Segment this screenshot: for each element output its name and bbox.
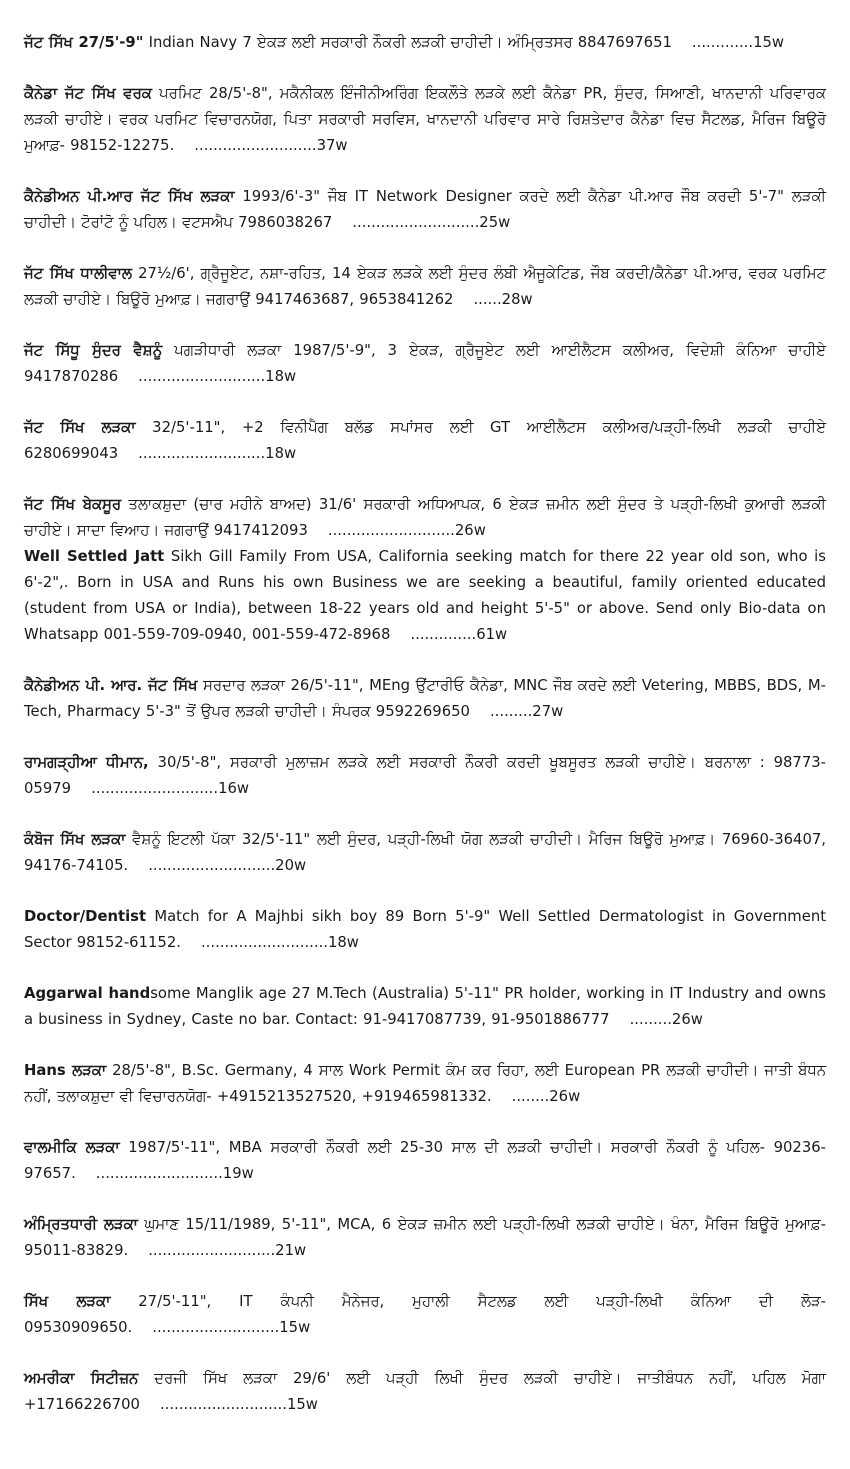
ad-2 bbox=[24, 81, 826, 159]
ad-8 bbox=[24, 544, 826, 648]
ad-lead: ਜੱਟ ਸਿੱਖ ਧਾਲੀਵਾਲ bbox=[24, 265, 132, 282]
ad-word-count: ...........................25w bbox=[352, 214, 511, 231]
ad-body: 1987/5'-11", MBA ਸਰਕਾਰੀ ਨੌਕਰੀ ਲਈ 25-30 ਸਾਲ ਦੀ ਲੜਕੀ ਚਾਹੀਦੀ। ਸਰਕਾਰੀ ਨੌਕਰੀ ਨੂੰ ਪਹਿਲ- 90236-97657. bbox=[24, 1139, 826, 1182]
ad-lead: ਅੰਮ੍ਰਿਤਧਾਰੀ ਲੜਕਾ bbox=[24, 1216, 138, 1233]
ad-lead: ਜੱਟ ਸਿੱਖ 27/5'-9" bbox=[24, 34, 144, 51]
ad-word-count: ...........................18w bbox=[138, 368, 297, 385]
ad-lead: Hans ਲੜਕਾ bbox=[24, 1062, 107, 1079]
ad-lead: ਵਾਲਮੀਕਿ ਲੜਕਾ bbox=[24, 1139, 120, 1156]
ad-lead: Doctor/Dentist bbox=[24, 908, 147, 925]
ad-5 bbox=[24, 338, 826, 390]
ad-3 bbox=[24, 184, 826, 236]
ad-6 bbox=[24, 415, 826, 467]
ad-word-count: ........26w bbox=[511, 1088, 581, 1105]
ad-word-count: ...........................21w bbox=[148, 1242, 307, 1259]
ad-15 bbox=[24, 1135, 826, 1187]
ad-word-count: ...........................15w bbox=[152, 1319, 311, 1336]
ad-lead: ਸਿੱਖ ਲੜਕਾ bbox=[24, 1293, 111, 1310]
ad-lead: ਕੈਨੇਡੀਅਨ ਪੀ.ਆਰ ਜੱਟ ਸਿੱਖ ਲੜਕਾ bbox=[24, 188, 235, 205]
ad-word-count: ...........................19w bbox=[95, 1165, 254, 1182]
ad-lead: ਜੱਟ ਸਿੱਧੂ ਸੁੰਦਰ ਵੈਸ਼ਨੂੰ bbox=[24, 342, 163, 359]
ad-body: 27½/6', ਗ੍ਰੈਜੂਏਟ, ਨਸ਼ਾ-ਰਹਿਤ, 14 ਏਕੜ ਲੜਕੇ ਲਈ ਸੁੰਦਰ ਲੰਬੀ ਐਜੂਕੇਟਿਡ, ਜੌਬ ਕਰਦੀ/ਕੈਨੇਡਾ ਪੀ.ਆਰ, ਵਰਕ ਪਰਮਿਟ ਲੜਕੀ ਚਾਹੀਏ। ਬਿਊਰੋ ਮੁਆਫ਼। ਜਗਰਾਉਂ 9417463687, 9653841262 bbox=[24, 265, 826, 308]
ad-body: 28/5'-8", B.Sc. Germany, 4 ਸਾਲ Work Permit ਕੰਮ ਕਰ ਰਿਹਾ, ਲਈ European PR ਲੜਕੀ ਚਾਹੀਦੀ। ਜਾਤੀ ਬੰਧਨ ਨਹੀਂ, ਤਲਾਕਸ਼ੁਦਾ ਵੀ ਵਿਚਾਰਨਯੋਗ- +4915213527520, +919465981332. bbox=[24, 1062, 826, 1105]
ad-lead: ਜੱਟ ਸਿੱਖ ਬੇਕਸੂਰ bbox=[24, 496, 122, 513]
ad-word-count: ...........................18w bbox=[138, 445, 297, 462]
ad-body: 1993/6'-3" ਜੌਬ IT Network Designer ਕਰਦੇ ਲਈ ਕੈਨੇਡਾ ਪੀ.ਆਰ ਜੌਬ ਕਰਦੀ 5'-7" ਲੜਕੀ ਚਾਹੀਦੀ। ਟੋਰਾਂਟੋ ਨੂੰ ਪਹਿਲ। ਵਟਸਐਪ 7986038267 bbox=[24, 188, 826, 231]
ad-lead: ਕੰਬੋਜ ਸਿੱਖ ਲੜਕਾ bbox=[24, 831, 126, 848]
ad-word-count: .........26w bbox=[629, 1011, 703, 1028]
ad-body: Sikh Gill Family From USA, California seeking match for there 22 year old son, who is 6'-2",. Born in USA and Runs his own Business we are seeking a beautiful, family oriented educated (student from USA or India), between 18-22 years old and height 5'-5" or above. Send only Bio-data on Whatsapp 001-559-709-0940, 001-559-472-8968 bbox=[24, 548, 826, 643]
ad-lead: ਕੈਨੇਡਾ ਜੱਟ ਸਿੱਖ ਵਰਕ bbox=[24, 85, 152, 102]
ad-word-count: ...........................16w bbox=[91, 780, 250, 797]
ad-body: ਸਰਦਾਰ ਲੜਕਾ 26/5'-11", MEng ਉਂਟਾਰੀਓ ਕੈਨੇਡਾ, MNC ਜੌਬ ਕਰਦੇ ਲਈ Vetering, MBBS, BDS, M-Tech, Pharmacy 5'-3" ਤੋਂ ਉਪਰ ਲੜਕੀ ਚਾਹੀਦੀ। ਸੰਪਰਕ 9592269650 bbox=[24, 677, 826, 720]
ad-18 bbox=[24, 1366, 826, 1418]
ad-lead: ਜੱਟ ਸਿੱਖ ਲੜਕਾ bbox=[24, 419, 136, 436]
ad-17 bbox=[24, 1289, 826, 1341]
ad-12 bbox=[24, 904, 826, 956]
ad-word-count: ..............61w bbox=[410, 626, 508, 643]
ad-word-count: ...........................15w bbox=[159, 1396, 318, 1413]
ad-body: Indian Navy 7 ਏਕੜ ਲਈ ਸਰਕਾਰੀ ਨੌਕਰੀ ਲੜਕੀ ਚਾਹੀਦੀ। ਅੰਮ੍ਰਿਤਸਰ 8847697651 bbox=[143, 34, 672, 51]
ad-body: some Manglik age 27 M.Tech (Australia) 5'-11" PR holder, working in IT Industry and owns a business in Sydney, Caste no bar. Contact: 91-9417087739, 91-9501886777 bbox=[24, 985, 826, 1028]
ad-body: Match for A Majhbi sikh boy 89 Born 5'-9" Well Settled Dermatologist in Government Sector 98152-61152. bbox=[24, 908, 826, 951]
ad-word-count: ...........................20w bbox=[148, 857, 307, 874]
ad-14 bbox=[24, 1058, 826, 1110]
ad-body: ਤਲਾਕਸ਼ੁਦਾ (ਚਾਰ ਮਹੀਨੇ ਬਾਅਦ) 31/6' ਸਰਕਾਰੀ ਅਧਿਆਪਕ, 6 ਏਕੜ ਜ਼ਮੀਨ ਲਈ ਸੁੰਦਰ ਤੇ ਪੜ੍ਹੀ-ਲਿਖੀ ਕੁਆਰੀ ਲੜਕੀ ਚਾਹੀਏ। ਸਾਦਾ ਵਿਆਹ। ਜਗਰਾਉਂ 9417412093 bbox=[24, 496, 826, 539]
ad-lead: ਅਮਰੀਕਾ ਸਿਟੀਜ਼ਨ bbox=[24, 1370, 139, 1387]
ad-body: 30/5'-8", ਸਰਕਾਰੀ ਮੁਲਾਜ਼ਮ ਲੜਕੇ ਲਈ ਸਰਕਾਰੀ ਨੌਕਰੀ ਕਰਦੀ ਖੂਬਸੂਰਤ ਲੜਕੀ ਚਾਹੀਏ। ਬਰਨਾਲਾ : 98773-05979 bbox=[24, 754, 826, 797]
ad-4 bbox=[24, 261, 826, 313]
ad-word-count: .............15w bbox=[691, 34, 784, 51]
ad-16 bbox=[24, 1212, 826, 1264]
ad-lead: Aggarwal hand bbox=[24, 985, 151, 1002]
ad-lead: ਕੈਨੇਡੀਅਨ ਪੀ. ਆਰ. ਜੱਟ ਸਿੱਖ bbox=[24, 677, 198, 694]
ad-word-count: ...........................26w bbox=[327, 522, 486, 539]
ad-word-count: ..........................37w bbox=[194, 137, 348, 154]
ad-body: ਪਰਮਿਟ 28/5'-8", ਮਕੈਨੀਕਲ ਇੰਜੀਨੀਅਰਿੰਗ ਇਕਲੌਤੇ ਲੜਕੇ ਲਈ ਕੈਨੇਡਾ PR, ਸੁੰਦਰ, ਸਿਆਣੀ, ਖਾਨਦਾਨੀ ਪਰਿਵਾਰਕ ਲੜਕੀ ਚਾਹੀਏ। ਵਰਕ ਪਰਮਿਟ ਵਿਚਾਰਨਯੋਗ, ਪਿਤਾ ਸਰਕਾਰੀ ਸਰਵਿਸ, ਖਾਨਦਾਨੀ ਪਰਿਵਾਰ ਸਾਰੇ ਰਿਸ਼ਤੇਦਾਰ ਕੈਨੇਡਾ ਵਿਚ ਸੈਟਲਡ, ਮੈਰਿਜ ਬਿਊਰੋ ਮੁਆਫ਼- 98152-12275. bbox=[24, 85, 826, 154]
ad-7 bbox=[24, 492, 826, 544]
ad-9 bbox=[24, 673, 826, 725]
ad-body: ਦਰਜੀ ਸਿੱਖ ਲੜਕਾ 29/6' ਲਈ ਪੜ੍ਹੀ ਲਿਖੀ ਸੁੰਦਰ ਲੜਕੀ ਚਾਹੀਏ। ਜਾਤੀਬੰਧਨ ਨਹੀਂ, ਪਹਿਲ ਮੋਗਾ +17166226700 bbox=[24, 1370, 826, 1413]
ad-body: ਪਗੜੀਧਾਰੀ ਲੜਕਾ 1987/5'-9", 3 ਏਕੜ, ਗ੍ਰੈਜੂਏਟ ਲਈ ਆਈਲੈਟਸ ਕਲੀਅਰ, ਵਿਦੇਸ਼ੀ ਕੰਨਿਆ ਚਾਹੀਏ 9417870286 bbox=[24, 342, 826, 385]
ad-word-count: ......28w bbox=[473, 291, 533, 308]
ad-13 bbox=[24, 981, 826, 1033]
ad-10 bbox=[24, 750, 826, 802]
ad-body: 32/5'-11", +2 ਵਿਨੀਪੈਗ ਬਲੱਡ ਸਪਾਂਸਰ ਲਈ GT ਆਈਲੈਟਸ ਕਲੀਅਰ/ਪੜ੍ਹੀ-ਲਿਖੀ ਲੜਕੀ ਚਾਹੀਏ 6280699043 bbox=[24, 419, 826, 462]
ad-word-count: ...........................18w bbox=[200, 934, 359, 951]
ad-word-count: .........27w bbox=[489, 703, 564, 720]
ad-lead: ਰਾਮਗੜ੍ਹੀਆ ਧੀਮਾਨ, bbox=[24, 754, 149, 771]
ad-body: ਵੈਸ਼ਨੂੰ ਇਟਲੀ ਪੱਕਾ 32/5'-11" ਲਈ ਸੁੰਦਰ, ਪੜ੍ਹੀ-ਲਿਖੀ ਯੋਗ ਲੜਕੀ ਚਾਹੀਦੀ। ਮੈਰਿਜ ਬਿਊਰੋ ਮੁਆਫ਼। 76960-36407, 94176-74105. bbox=[24, 831, 826, 874]
ad-11 bbox=[24, 827, 826, 879]
ad-1 bbox=[24, 30, 826, 56]
ad-body: 27/5'-11", IT ਕੰਪਨੀ ਮੈਨੇਜਰ, ਮੁਹਾਲੀ ਸੈਟਲਡ ਲਈ ਪੜ੍ਹੀ-ਲਿਖੀ ਕੰਨਿਆ ਦੀ ਲੋੜ- 09530909650. bbox=[24, 1293, 826, 1336]
ad-lead: Well Settled Jatt bbox=[24, 548, 165, 565]
ad-body: ਘੁਮਾਣ 15/11/1989, 5'-11", MCA, 6 ਏਕੜ ਜ਼ਮੀਨ ਲਈ ਪੜ੍ਹੀ-ਲਿਖੀ ਲੜਕੀ ਚਾਹੀਏ। ਖੰਨਾ, ਮੈਰਿਜ ਬਿਊਰੋ ਮੁਆਫ਼- 95011-83829. bbox=[24, 1216, 826, 1259]
